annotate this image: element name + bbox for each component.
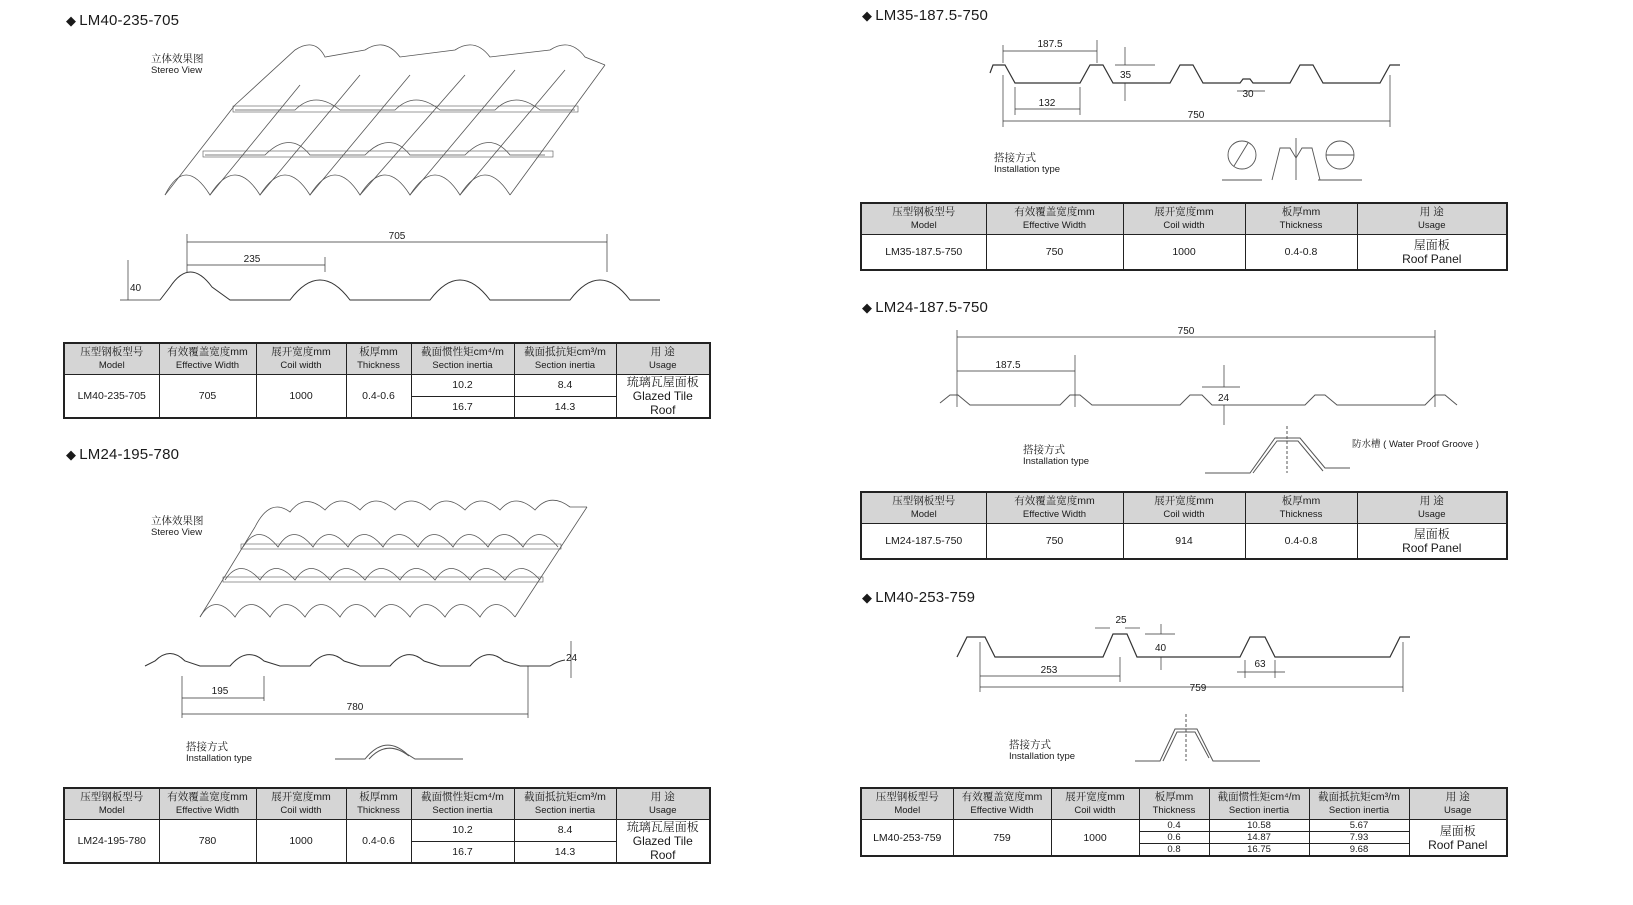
table-row: LM24-187.5-750 750 914 0.4-0.8 屋面板 Roof Panel bbox=[861, 524, 1507, 559]
col-usage: 用 途 Usage bbox=[1357, 203, 1507, 235]
dim-height: 35 bbox=[1120, 70, 1132, 81]
water-proof-groove-label: 防水槽 ( Water Proof Groove ) bbox=[1352, 439, 1479, 450]
product-title-lm24-187-5-750: ◆ LM24-187.5-750 bbox=[862, 299, 989, 316]
dim-groove: 30 bbox=[1242, 89, 1254, 100]
col-model: 压型钢板型号 Model bbox=[861, 788, 953, 820]
col-effective-width: 有效覆盖宽度mm Effective Width bbox=[953, 788, 1051, 820]
col-section-inertia: 截面惯性矩cm⁴/m Section inertia bbox=[1209, 788, 1309, 820]
spec-table-lm40-253-759 bbox=[860, 787, 1508, 857]
installation-type-label: 搭接方式 Installation type bbox=[994, 152, 1061, 175]
dim-groove: 63 bbox=[1254, 659, 1266, 670]
table-row: 16.7 14.3 bbox=[64, 841, 710, 863]
table-header-row bbox=[861, 788, 1507, 820]
col-coil-width: 展开宽度mm Coil width bbox=[256, 343, 346, 375]
col-model: 压型钢板型号 Model bbox=[861, 492, 986, 524]
profile-drawing-lm24-187-5-750 bbox=[940, 325, 1470, 425]
installation-drawing-lm24-187-5-750 bbox=[1205, 426, 1355, 476]
table-row: 0.6 14.87 7.93 bbox=[861, 832, 1507, 844]
stereo-view-label: 立体效果图 Stereo View bbox=[151, 515, 204, 538]
col-section-modulus: 截面抵抗矩cm³/m Section inertia bbox=[514, 343, 616, 375]
profile-drawing-lm35-187-5-750 bbox=[985, 35, 1415, 130]
profile-drawing-lm40-253-759 bbox=[955, 612, 1415, 697]
table-header-row bbox=[64, 788, 710, 820]
dim-total-width: 705 bbox=[388, 231, 406, 242]
spec-table-lm24-187-5-750 bbox=[860, 491, 1508, 560]
dim-top-width: 25 bbox=[1115, 615, 1127, 626]
col-thickness: 板厚mm Thickness bbox=[346, 788, 411, 820]
installation-type-label: 搭接方式 Installation type bbox=[1009, 739, 1076, 762]
table-row: LM35-187.5-750 750 1000 0.4-0.8 屋面板 Roof Panel bbox=[861, 235, 1507, 270]
dim-pitch: 187.5 bbox=[1037, 39, 1063, 50]
table-header-row bbox=[861, 203, 1507, 235]
col-thickness: 板厚mm Thickness bbox=[1245, 203, 1357, 235]
col-section-inertia: 截面惯性矩cm⁴/m Section inertia bbox=[411, 343, 514, 375]
col-usage: 用 途 Usage bbox=[616, 343, 710, 375]
dim-height: 40 bbox=[1155, 643, 1167, 654]
col-section-modulus: 截面抵抗矩cm³/m Section inertia bbox=[1309, 788, 1409, 820]
spec-table-lm40-235-705 bbox=[63, 342, 711, 419]
product-title-lm35-187-5-750: ◆ LM35-187.5-750 bbox=[862, 7, 989, 24]
col-usage: 用 途 Usage bbox=[1357, 492, 1507, 524]
profile-drawing-lm24-195-780 bbox=[140, 636, 590, 721]
col-effective-width: 有效覆盖宽度mm Effective Width bbox=[159, 788, 256, 820]
dim-height: 40 bbox=[130, 283, 142, 294]
col-thickness: 板厚mm Thickness bbox=[346, 343, 411, 375]
col-section-modulus: 截面抵抗矩cm³/m Section inertia bbox=[514, 788, 616, 820]
col-usage: 用 途 Usage bbox=[616, 788, 710, 820]
table-header-row bbox=[861, 492, 1507, 524]
table-row: 0.8 16.75 9.68 bbox=[861, 844, 1507, 857]
table-row: LM40-235-705 705 1000 0.4-0.6 10.2 8.4 琉璃瓦屋面板 Glazed Tile Roof bbox=[64, 375, 710, 397]
product-title-lm24-195-780: ◆ LM24-195-780 bbox=[66, 446, 180, 463]
spec-table-lm24-195-780 bbox=[63, 787, 711, 864]
col-effective-width: 有效覆盖宽度mm Effective Width bbox=[159, 343, 256, 375]
dim-pitch: 195 bbox=[211, 686, 229, 697]
col-model: 压型钢板型号 Model bbox=[64, 788, 159, 820]
col-coil-width: 展开宽度mm Coil width bbox=[1123, 492, 1245, 524]
col-thickness: 板厚mm Thickness bbox=[1139, 788, 1209, 820]
spec-table-lm35-187-5-750 bbox=[860, 202, 1508, 271]
dim-total-width: 750 bbox=[1177, 326, 1195, 337]
col-coil-width: 展开宽度mm Coil width bbox=[1051, 788, 1139, 820]
col-thickness: 板厚mm Thickness bbox=[1245, 492, 1357, 524]
installation-type-label: 搭接方式 Installation type bbox=[186, 741, 253, 764]
col-section-inertia: 截面惯性矩cm⁴/m Section inertia bbox=[411, 788, 514, 820]
table-row: LM24-195-780 780 1000 0.4-0.6 10.2 8.4 琉璃瓦屋面板 Glazed Tile Roof bbox=[64, 820, 710, 842]
installation-type-label: 搭接方式 Installation type bbox=[1023, 444, 1090, 467]
dim-total-width: 759 bbox=[1189, 683, 1207, 694]
dim-pitch: 187.5 bbox=[995, 360, 1021, 371]
col-effective-width: 有效覆盖宽度mm Effective Width bbox=[986, 203, 1123, 235]
table-row: LM40-253-759 759 1000 0.4 10.58 5.67 屋面板 Roof Panel bbox=[861, 820, 1507, 832]
table-header-row bbox=[64, 343, 710, 375]
col-coil-width: 展开宽度mm Coil width bbox=[1123, 203, 1245, 235]
col-coil-width: 展开宽度mm Coil width bbox=[256, 788, 346, 820]
stereo-view-drawing-lm24-195-780 bbox=[195, 492, 595, 622]
table-row: 16.7 14.3 bbox=[64, 396, 710, 418]
dim-height: 24 bbox=[566, 653, 578, 664]
col-model: 压型钢板型号 Model bbox=[861, 203, 986, 235]
stereo-view-label: 立体效果图 Stereo View bbox=[151, 53, 204, 76]
stereo-view-drawing-lm40-235-705 bbox=[165, 45, 615, 205]
profile-drawing-lm40-235-705 bbox=[120, 232, 670, 312]
dim-pitch: 253 bbox=[1040, 665, 1058, 676]
col-effective-width: 有效覆盖宽度mm Effective Width bbox=[986, 492, 1123, 524]
product-title-lm40-235-705: ◆ LM40-235-705 bbox=[66, 12, 180, 29]
dim-total-width: 750 bbox=[1187, 110, 1205, 121]
product-title-lm40-253-759: ◆ LM40-253-759 bbox=[862, 589, 976, 606]
col-model: 压型钢板型号 Model bbox=[64, 343, 159, 375]
installation-drawing-lm24-195-780 bbox=[335, 734, 465, 764]
dim-pitch: 235 bbox=[243, 254, 261, 265]
dim-height: 24 bbox=[1218, 393, 1230, 404]
dim-bottom: 132 bbox=[1038, 98, 1056, 109]
col-usage: 用 途 Usage bbox=[1409, 788, 1507, 820]
installation-drawing-lm40-253-759 bbox=[1135, 714, 1265, 764]
dim-total-width: 780 bbox=[346, 702, 364, 713]
installation-drawing-lm35-187-5-750 bbox=[1222, 138, 1362, 183]
